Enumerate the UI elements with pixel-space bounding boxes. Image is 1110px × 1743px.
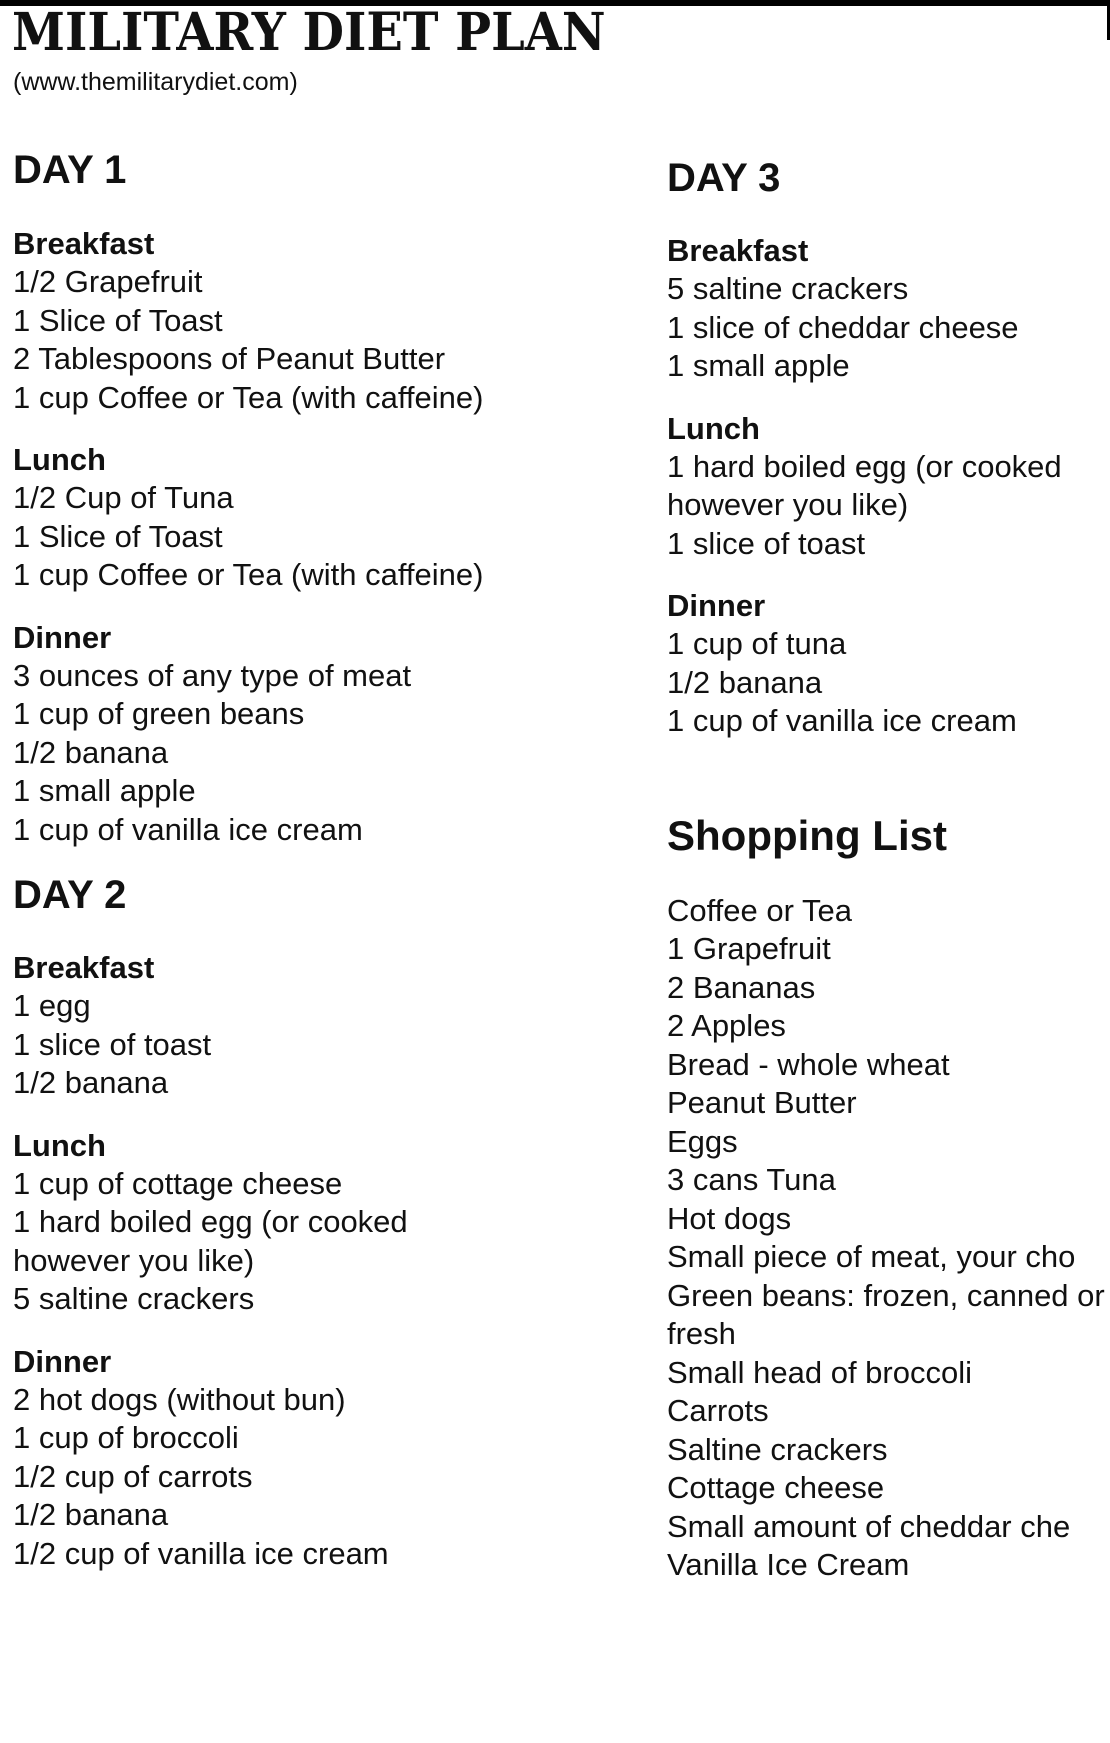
meal-title: Lunch xyxy=(13,1127,106,1163)
day-title: DAY 2 xyxy=(13,873,127,917)
list-item: Carrots xyxy=(667,1393,769,1428)
list-item: 1 cup of vanilla ice cream xyxy=(13,811,363,847)
list-item: 2 Apples xyxy=(667,1008,786,1043)
meal-items xyxy=(13,1381,633,1574)
meal-title: Breakfast xyxy=(13,950,155,985)
list-item: Cottage cheese xyxy=(667,1470,885,1505)
list-item: Small piece of meat, your cho xyxy=(667,1239,1076,1274)
page-title: MILITARY DIET PLAN xyxy=(12,2,606,63)
day-2-section xyxy=(13,875,633,1573)
meal-breakfast xyxy=(13,225,633,417)
meal-items xyxy=(667,270,1110,386)
list-item: 1 cup Coffee or Tea (with caffeine) xyxy=(13,557,484,592)
meal-items xyxy=(13,263,633,417)
list-item: 1 cup of green beans xyxy=(13,696,305,731)
meal-title: Breakfast xyxy=(13,226,155,261)
list-item: 1 cup of tuna xyxy=(667,626,847,661)
meal-items xyxy=(667,625,1110,741)
right-column xyxy=(667,158,1110,1585)
meal-title: Lunch xyxy=(667,410,760,446)
list-item: 1/2 cup of carrots xyxy=(13,1458,253,1494)
shopping-list-section xyxy=(667,811,1110,1585)
list-item: 1/2 Cup of Tuna xyxy=(13,480,234,515)
list-item: 1 cup of broccoli xyxy=(13,1420,239,1455)
list-item: Hot dogs xyxy=(667,1200,792,1236)
meal-lunch xyxy=(13,1127,633,1319)
list-item: 1/2 Grapefruit xyxy=(13,264,203,299)
meal-items xyxy=(13,1165,633,1319)
list-item: Peanut Butter xyxy=(667,1085,857,1120)
meal-title: Dinner xyxy=(13,619,112,655)
meal-items xyxy=(667,448,1110,564)
list-item: Saltine crackers xyxy=(667,1431,888,1467)
meal-items xyxy=(13,987,633,1103)
list-item: 1 Slice of Toast xyxy=(13,518,223,554)
list-item: 1 cup of vanilla ice cream xyxy=(667,703,1017,738)
day-title: DAY 3 xyxy=(667,156,781,200)
list-item: 1 Grapefruit xyxy=(667,931,831,966)
list-item: 1/2 banana xyxy=(13,1065,169,1100)
meal-breakfast xyxy=(13,949,633,1103)
list-item: 1/2 banana xyxy=(667,664,823,700)
list-item: Coffee or Tea xyxy=(667,892,852,928)
meal-items xyxy=(13,479,633,595)
day-3-section xyxy=(667,158,1110,741)
list-item: 1 egg xyxy=(13,988,91,1023)
list-item: 1 cup of cottage cheese xyxy=(13,1165,343,1201)
website-url: (www.themilitarydiet.com) xyxy=(13,68,298,96)
list-item: Eggs xyxy=(667,1123,738,1159)
list-item: 1 hard boiled egg (or cooked however you like) xyxy=(667,448,1062,522)
list-item: 2 hot dogs (without bun) xyxy=(13,1381,346,1417)
list-item: 1 slice of cheddar cheese xyxy=(667,309,1019,345)
list-item: 2 Tablespoons of Peanut Butter xyxy=(13,341,446,376)
list-item: 1/2 banana xyxy=(13,1497,169,1532)
list-item: Small amount of cheddar che xyxy=(667,1508,1071,1544)
list-item: 5 saltine crackers xyxy=(667,271,909,306)
meal-title: Dinner xyxy=(13,1343,112,1379)
list-item: 1/2 banana xyxy=(13,734,169,770)
meal-title: Lunch xyxy=(13,442,106,477)
list-item: 1/2 cup of vanilla ice cream xyxy=(13,1535,389,1571)
list-item: 1 Slice of Toast xyxy=(13,302,223,338)
list-item: 1 hard boiled egg (or cooked however you like) xyxy=(13,1204,408,1278)
list-item: 1 small apple xyxy=(667,348,850,383)
meal-breakfast xyxy=(667,232,1110,386)
meal-dinner xyxy=(13,619,633,850)
list-item: Small head of broccoli xyxy=(667,1354,972,1390)
meal-dinner xyxy=(667,587,1110,741)
list-item: Green beans: frozen, canned or fresh xyxy=(667,1277,1105,1351)
list-item: 3 ounces of any type of meat xyxy=(13,657,412,693)
meal-title: Dinner xyxy=(667,588,766,623)
list-item: 5 saltine crackers xyxy=(13,1281,255,1316)
list-item: Vanilla Ice Cream xyxy=(667,1547,910,1582)
list-item: 3 cans Tuna xyxy=(667,1162,836,1197)
meal-items xyxy=(13,657,633,850)
list-item: 1 slice of toast xyxy=(667,525,866,561)
left-column xyxy=(13,150,633,1573)
list-item: 1 slice of toast xyxy=(13,1026,212,1062)
shopping-list-title: Shopping List xyxy=(667,811,947,859)
meal-lunch xyxy=(667,410,1110,564)
shopping-list xyxy=(667,892,1110,1585)
day-1-section xyxy=(13,150,633,849)
list-item: 2 Bananas xyxy=(667,969,816,1005)
list-item: 1 small apple xyxy=(13,773,196,808)
list-item: Bread - whole wheat xyxy=(667,1046,950,1082)
meal-title: Breakfast xyxy=(667,233,809,268)
meal-lunch xyxy=(13,441,633,595)
list-item: 1 cup Coffee or Tea (with caffeine) xyxy=(13,379,484,415)
meal-dinner xyxy=(13,1343,633,1574)
day-title: DAY 1 xyxy=(13,148,127,192)
